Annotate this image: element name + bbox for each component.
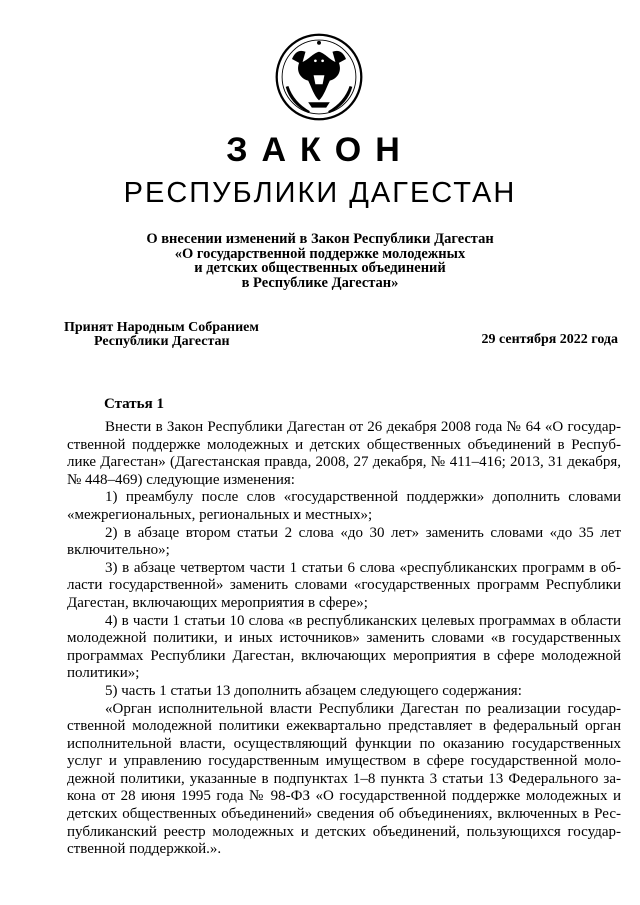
adoption-line: Принят Народным Собранием xyxy=(64,320,259,335)
article-paragraph: «Орган исполнительной власти Республики Дагестан по реализации государственной молодежной политики ежеквартально представляет в федеральный орган исполнительной власти, осуществляющий функции по оказанию государственных услуг и управлению государственным имуществом в сфере государственной молодежной политики, указанные в подпунктах 1–8 пункта 3 статьи 13 Федерального закона от 28 июня 1995 года № 98-ФЗ «О государственной поддержке молодежных и детских общественных объединений» сведения об объединениях, включенных в Республиканский реестр молодежных и детских объединений, пользующихся государственной поддержкой.». xyxy=(67,700,621,858)
subtitle-line: О внесении изменений в Закон Республики Дагестан xyxy=(146,231,494,247)
subtitle-line: и детских общественных объединений xyxy=(194,260,446,276)
article-paragraph: 4) в части 1 статьи 10 слова «в республиканских целевых программах в области молодежной политики, и иных источников» заменить словами «в государственных программах Республики Дагестан, включающих мероприятия в сфере молодежной политики»; xyxy=(67,612,621,682)
adoption-date: 29 сентября 2022 года xyxy=(481,332,618,347)
article-paragraph: 5) часть 1 статьи 13 дополнить абзацем следующего содержания: xyxy=(105,682,522,699)
document-title: ЗАКОН xyxy=(226,131,414,169)
article-paragraph: 1) преамбулу после слов «государственной поддержки» дополнить словами «межрегиональных, региональных и местных»; xyxy=(67,489,621,523)
subtitle-line: «О государственной поддержке молодежных xyxy=(174,245,466,262)
law-subtitle xyxy=(60,232,580,290)
adoption-line: Республики Дагестан xyxy=(94,334,230,349)
document-title-republic: РЕСПУБЛИКИ ДАГЕСТАН xyxy=(123,177,517,209)
adoption-body xyxy=(64,321,259,349)
article-paragraph: 3) в абзаце четвертом части 1 статьи 6 слова «республиканских программ в области государственной» заменить словами «государственных программ Республики Дагестан, включающих мероприятия в сфере»; xyxy=(67,559,621,611)
article-paragraph: Внести в Закон Республики Дагестан от 26 декабря 2008 года № 64 «О государственной поддержке молодежных и детских общественных объединений в Республике Дагестан» (Дагестанская правда, 2008, 27 декабря, № 411–416; 2013, 31 декабря, № 448–469) следующие изменения: xyxy=(67,419,621,488)
subtitle-line: в Республике Дагестан» xyxy=(241,274,399,291)
article-paragraph: 2) в абзаце втором статьи 2 слова «до 30 лет» заменить словами «до 35 лет включительно»; xyxy=(67,524,621,559)
coat-of-arms-icon xyxy=(274,32,364,122)
article-heading: Статья 1 xyxy=(104,396,164,412)
article-body xyxy=(67,419,621,859)
